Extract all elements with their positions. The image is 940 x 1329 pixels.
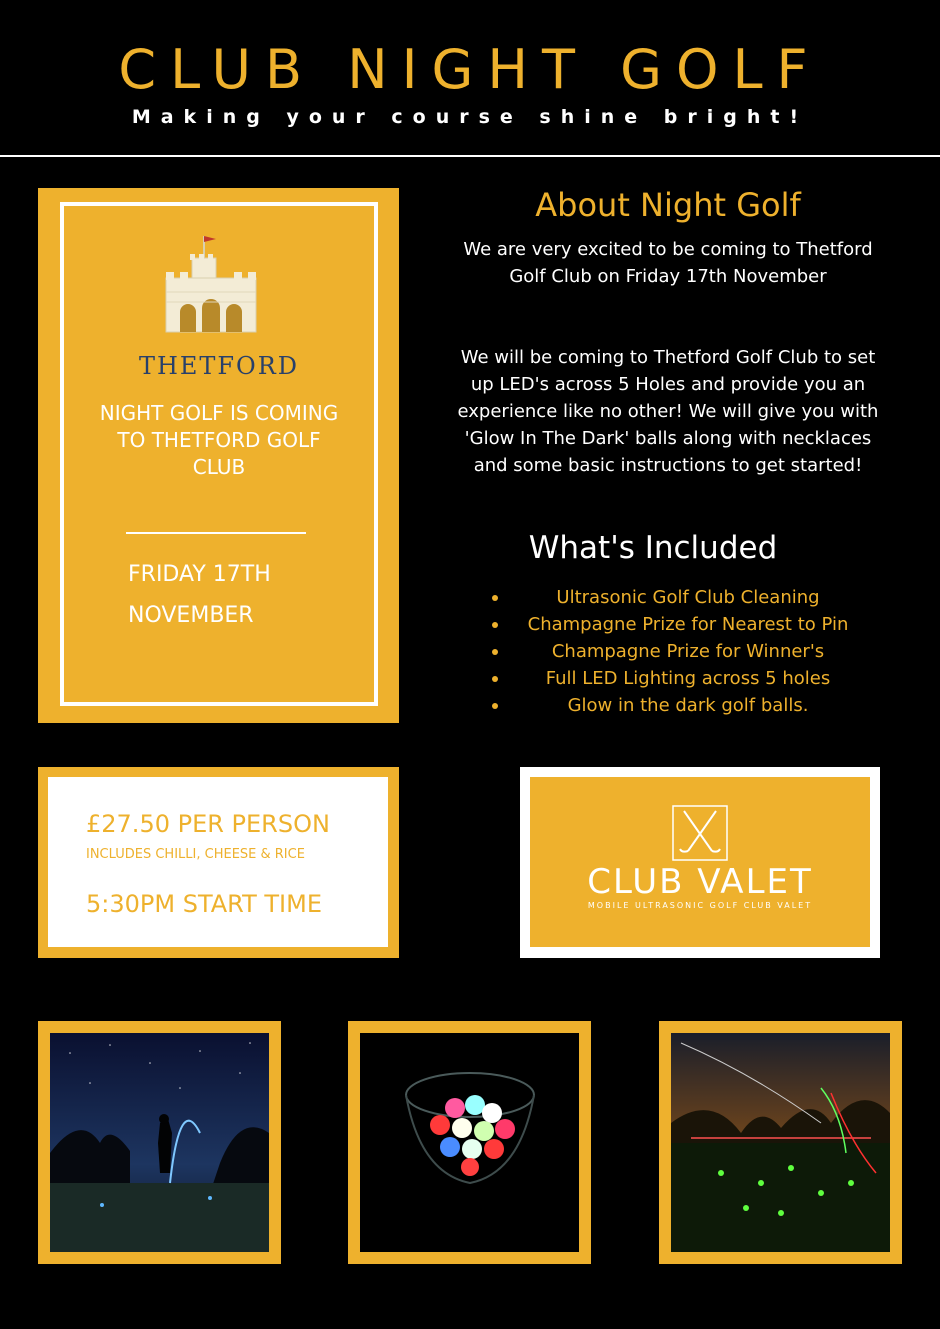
list-item: Glow in the dark golf balls. xyxy=(488,692,868,719)
list-item: Full LED Lighting across 5 holes xyxy=(488,665,868,692)
poster-headline: NIGHT GOLF IS COMING TO THETFORD GOLF CLUB xyxy=(99,401,339,479)
price-card-inner xyxy=(48,777,388,947)
price-text: £27.50 PER PERSON xyxy=(86,810,330,838)
bullet-icon xyxy=(492,622,498,628)
glow-balls-basket-photo xyxy=(360,1033,579,1252)
bullet-icon xyxy=(492,649,498,655)
poster-date-line2: NOVEMBER xyxy=(128,603,254,628)
led-course-photo xyxy=(671,1033,890,1252)
club-valet-name: CLUB VALET xyxy=(587,862,813,902)
page-title: CLUB NIGHT GOLF xyxy=(118,38,822,101)
poster-divider xyxy=(126,532,306,534)
start-time: 5:30PM START TIME xyxy=(86,890,322,918)
about-paragraph-1: We are very excited to be coming to Thetford Golf Club on Friday 17th November xyxy=(463,239,873,287)
bullet-icon xyxy=(492,595,498,601)
crossed-clubs-icon xyxy=(672,805,728,861)
list-item: Ultrasonic Golf Club Cleaning xyxy=(488,584,868,611)
price-includes: INCLUDES CHILLI, CHEESE & RICE xyxy=(86,847,305,862)
castle-logo-icon xyxy=(162,232,260,336)
header-divider xyxy=(0,155,940,157)
venue-logo-text: THETFORD xyxy=(138,352,300,380)
included-list xyxy=(488,584,868,719)
poster-date-line1: FRIDAY 17TH xyxy=(128,562,271,587)
about-heading: About Night Golf xyxy=(535,186,801,224)
list-item: Champagne Prize for Nearest to Pin xyxy=(488,611,868,638)
about-paragraph-2: We will be coming to Thetford Golf Club to set up LED's across 5 Holes and provide you an experience like no other! We will give you with 'Glow In The Dark' balls along with necklaces and some basic instructions to get started! xyxy=(457,347,879,476)
bullet-icon xyxy=(492,676,498,682)
list-item: Champagne Prize for Winner's xyxy=(488,638,868,665)
included-heading: What's Included xyxy=(528,530,778,566)
night-golfer-photo xyxy=(50,1033,269,1252)
bullet-icon xyxy=(492,703,498,709)
tagline: Making your course shine bright! xyxy=(131,106,809,128)
club-valet-subtitle: MOBILE ULTRASONIC GOLF CLUB VALET xyxy=(587,901,813,910)
